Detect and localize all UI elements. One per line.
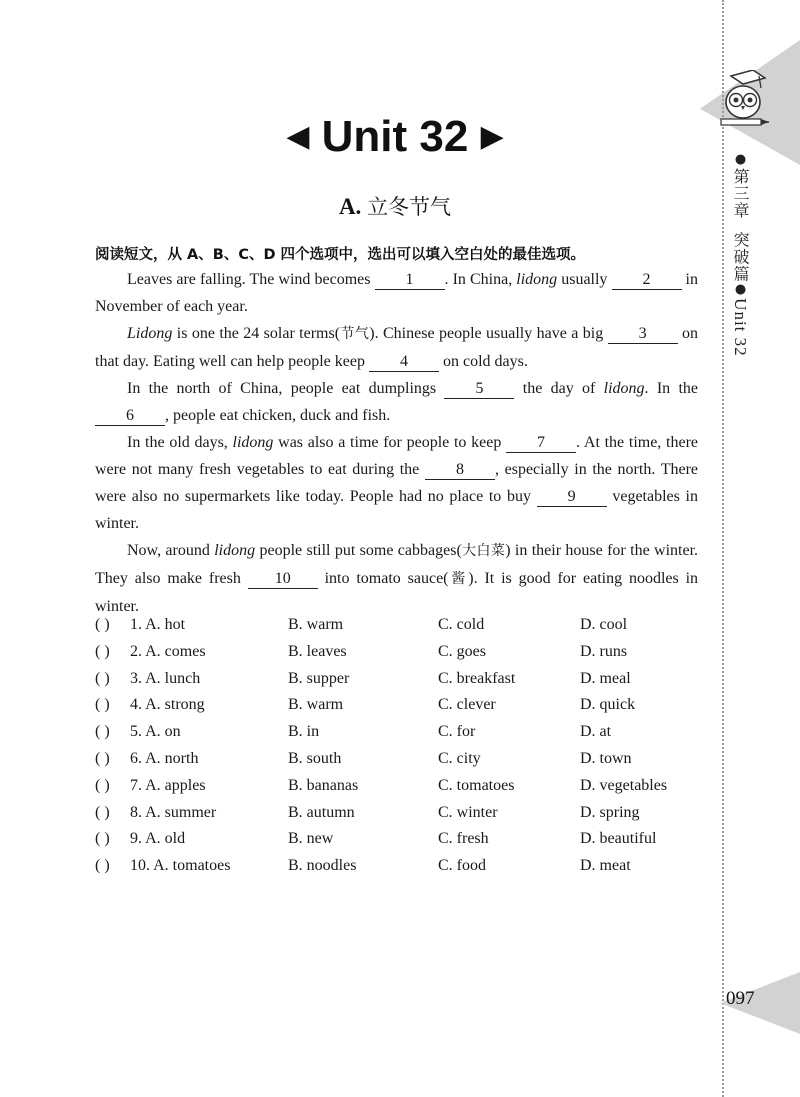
option-c: C. for [438, 723, 476, 741]
passage-paragraph-1: Leaves are falling. The wind becomes 1 . In China, lidong usually 2 in November of each year. [95, 271, 699, 315]
passage-paragraph-4: In the old days, lidong was also a time for people to keep 7 . At the time, there were not many fresh vegetables to eat during the 8 , especially in the north. There were also no supermarkets like today. People had no place to buy 9 vegetables in winter. [95, 434, 699, 532]
passage-paragraph-3: In the north of China, people eat dumplings 5 the day of lidong. In the 6 , people eat chicken, duck and fish. [95, 375, 698, 429]
answer-blank[interactable]: ( ) [95, 696, 110, 714]
option-b: B. supper [288, 669, 350, 687]
right-arrow-icon: ▶ [480, 120, 504, 153]
question-row [95, 723, 695, 750]
option-d: D. runs [580, 642, 628, 660]
question-row [95, 696, 695, 723]
section-name: 立冬节气 [367, 195, 452, 219]
question-options [95, 616, 695, 884]
option-a: 7. A. apples [130, 776, 206, 794]
option-c: C. winter [438, 803, 498, 821]
answer-blank[interactable]: ( ) [95, 669, 110, 687]
option-b: B. south [288, 749, 342, 767]
blank-9: 9 [537, 488, 607, 507]
option-c: C. breakfast [438, 669, 516, 687]
option-b: B. warm [288, 696, 344, 714]
chapter-label: 第三章 [731, 168, 750, 219]
option-d: D. cool [580, 616, 628, 633]
option-c: C. goes [438, 642, 486, 660]
left-arrow-icon: ◀ [286, 120, 310, 153]
option-a: 10. A. tomatoes [130, 857, 231, 875]
option-c: C. food [438, 857, 486, 875]
option-a: 9. A. old [130, 830, 186, 848]
option-b: B. new [288, 830, 334, 848]
option-b: B. leaves [288, 642, 347, 660]
section-title [0, 191, 790, 221]
question-row [95, 670, 695, 697]
option-d: D. at [580, 723, 612, 741]
blank-1: 1 [375, 271, 445, 290]
option-a: 4. A. strong [130, 696, 205, 714]
answer-blank[interactable]: ( ) [95, 642, 110, 660]
option-c: C. cold [438, 616, 485, 633]
answer-blank[interactable]: ( ) [95, 616, 110, 633]
part-label: 突破篇 [731, 231, 750, 283]
page-number: 097 [726, 988, 755, 1009]
option-c: C. city [438, 749, 481, 767]
option-a: 3. A. lunch [130, 669, 201, 687]
side-chapter-label [729, 152, 752, 357]
passage-paragraph-5: Now, around lidong people still put some cabbages(大白菜) in their house for the winter. They also make fresh 10 into tomato sauce(酱). It is good for eating noodles in winter. [95, 542, 699, 615]
blank-4: 4 [369, 353, 439, 372]
section-letter: A. [338, 194, 362, 219]
question-row [95, 857, 695, 884]
option-b: B. noodles [288, 857, 357, 875]
side-unit-label: Unit 32 [731, 298, 750, 357]
blank-7: 7 [506, 434, 576, 453]
unit-title-text: Unit 32 [321, 112, 469, 161]
answer-blank[interactable]: ( ) [95, 776, 110, 794]
option-a: 2. A. comes [130, 642, 206, 660]
blank-6: 6 [95, 407, 165, 426]
option-d: D. meal [580, 669, 631, 687]
page-title [0, 112, 790, 162]
option-b: B. in [288, 723, 320, 741]
option-a: 1. A. hot [130, 616, 186, 633]
option-c: C. tomatoes [438, 776, 515, 794]
bullet-dot-icon: ● [733, 152, 748, 168]
answer-blank[interactable]: ( ) [95, 723, 110, 741]
question-row [95, 804, 695, 831]
question-row [95, 750, 695, 777]
option-d: D. town [580, 749, 632, 767]
question-row [95, 777, 695, 804]
question-row [95, 830, 695, 857]
option-d: D. meat [580, 857, 631, 875]
bullet-dot-icon: ● [733, 282, 748, 299]
passage-paragraph-2: Lidong is one the 24 solar terms(节气). Chinese people usually have a big 3 on that day. Eating well can help people keep 4 on cold days. [95, 325, 699, 370]
option-d: D. spring [580, 803, 640, 821]
blank-10: 10 [248, 570, 318, 589]
blank-8: 8 [425, 461, 495, 480]
reading-passage [95, 266, 698, 620]
answer-blank[interactable]: ( ) [95, 749, 110, 767]
option-b: B. warm [288, 616, 344, 633]
question-row [95, 643, 695, 670]
option-d: D. quick [580, 696, 636, 714]
answer-blank[interactable]: ( ) [95, 830, 110, 848]
blank-2: 2 [612, 271, 682, 290]
option-b: B. autumn [288, 803, 355, 821]
option-a: 6. A. north [130, 749, 199, 767]
answer-blank[interactable]: ( ) [95, 857, 110, 875]
page-edge-dotted-line [722, 0, 724, 1097]
option-a: 5. A. on [130, 723, 181, 741]
blank-3: 3 [608, 325, 678, 344]
option-d: D. vegetables [580, 776, 668, 794]
blank-5: 5 [444, 380, 514, 399]
option-c: C. clever [438, 696, 496, 714]
option-c: C. fresh [438, 830, 489, 848]
option-d: D. beautiful [580, 830, 657, 848]
instruction-text: 阅读短文，从 A、B、C、D 四个选项中，选出可以填入空白处的最佳选项。 [95, 247, 586, 263]
option-a: 8. A. summer [130, 803, 217, 821]
option-b: B. bananas [288, 776, 359, 794]
answer-blank[interactable]: ( ) [95, 803, 110, 821]
question-row [95, 616, 695, 643]
